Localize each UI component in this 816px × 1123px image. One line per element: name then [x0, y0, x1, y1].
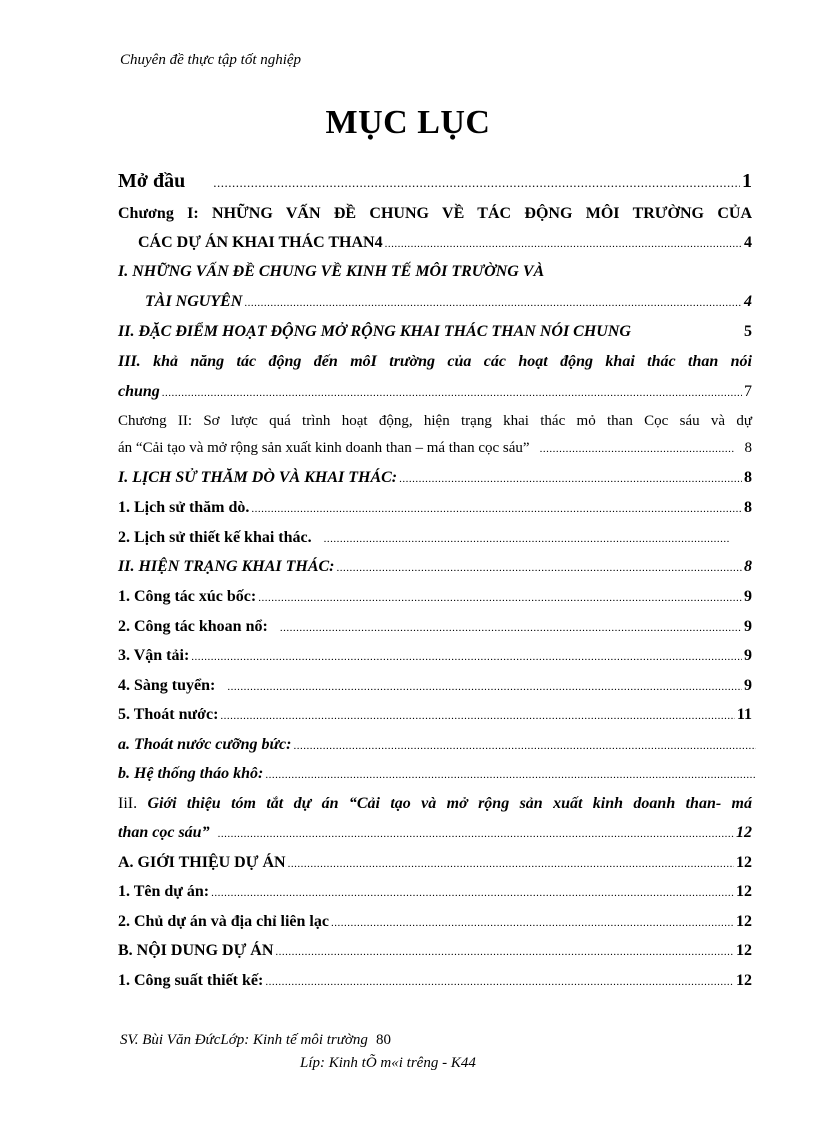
page-title: MỤC LỤC [325, 104, 491, 141]
dot-leader [265, 769, 756, 781]
dot-leader [280, 622, 742, 634]
toc-label: a. Thoát nước cưỡng bức: [118, 736, 292, 753]
toc-entry[interactable] [118, 618, 752, 636]
toc-page: 12 [736, 854, 752, 871]
toc-page: 8 [744, 440, 752, 456]
toc-page: 12 [736, 824, 752, 841]
toc-entry[interactable] [118, 499, 752, 517]
toc-entry[interactable] [118, 469, 752, 487]
toc-entry[interactable] [118, 647, 752, 665]
toc-entry-section-3[interactable]: III. khả năng tác động đến môI trường của các hoạt động khai thác than nói [118, 353, 752, 370]
dot-leader [244, 297, 742, 309]
toc-entry-chuong-2-cont[interactable] [118, 440, 752, 457]
toc-label: 2. Chủ dự án và địa chỉ liên lạc [118, 913, 329, 930]
dot-leader [336, 562, 742, 574]
dot-leader [211, 887, 734, 899]
dot-leader [288, 858, 734, 870]
toc-entry-section-4[interactable] [118, 795, 752, 813]
dot-leader [251, 503, 742, 515]
toc-entry-mo-dau[interactable] [118, 170, 752, 193]
toc-page: 4 [744, 234, 752, 251]
toc-page: 8 [744, 469, 752, 486]
toc-entry-section-1[interactable] [118, 263, 752, 281]
dot-leader [399, 473, 742, 485]
toc-label: than cọc sáu” [118, 824, 210, 841]
toc-label: 1. Tên dự án: [118, 883, 210, 900]
toc-page: 12 [736, 883, 752, 900]
toc-label: I. NHỮNG VẤN ĐỀ CHUNG VỀ KINH TẾ MÔI TRƯỜNG VÀ [118, 263, 545, 280]
footer-author: SV. Bùi Văn ĐứcLớp: Kinh tế môi trường [120, 1032, 368, 1048]
dot-leader [213, 175, 740, 191]
dot-leader [218, 828, 734, 840]
toc-label: 4. Sàng tuyển: [118, 677, 216, 694]
toc-page: 1 [742, 170, 752, 192]
toc-entry-section-2[interactable] [118, 323, 752, 341]
dot-leader [220, 710, 734, 722]
toc-page: 4 [744, 293, 752, 310]
dot-leader [540, 443, 735, 455]
toc-page: 11 [736, 706, 752, 723]
toc-label: 2. Lịch sử thiết kế khai thác. [118, 529, 312, 546]
toc-label: 3. Vận tải: [118, 647, 190, 664]
toc-entry-chuong-1-cont[interactable] [138, 234, 752, 252]
toc-label: A. GIỚI THIỆU DỰ ÁN [118, 854, 286, 871]
toc-entry-section-1-cont[interactable] [145, 293, 752, 311]
page-footer [120, 1032, 391, 1049]
toc-label: b. Hệ thống tháo khô: [118, 765, 264, 782]
dot-leader [324, 533, 730, 545]
toc-entry[interactable] [118, 972, 752, 990]
toc-page: 5 [744, 323, 752, 340]
toc-label: 2. Công tác khoan nổ: [118, 618, 268, 635]
toc-entry[interactable] [118, 529, 732, 547]
toc-label: Giới thiệu tóm tắt dự án “Cải tạo và mở rộng sản xuất kinh doanh than- má [147, 795, 753, 812]
dot-leader [385, 238, 742, 250]
toc-page: 12 [736, 942, 752, 959]
toc-entry[interactable] [118, 706, 752, 724]
toc-label: CÁC DỰ ÁN KHAI THÁC THAN4 [138, 234, 383, 251]
toc-prefix: IiI. [118, 795, 138, 812]
dot-leader [227, 681, 742, 693]
toc-page: 9 [744, 618, 752, 635]
dot-leader [162, 387, 742, 399]
footer-class-garbled: Líp: Kinh tÕ m«i trêng - K44 [300, 1055, 476, 1071]
toc-entry[interactable] [118, 736, 758, 754]
toc-page: 12 [736, 913, 752, 930]
toc-label: 5. Thoát nước: [118, 706, 219, 723]
toc-entry-chuong-2[interactable]: Chương II: Sơ lược quá trình hoạt động, hiện trạng khai thác mỏ than Cọc sáu và dự [118, 413, 752, 429]
toc-label: Mở đầu [118, 170, 186, 192]
toc-entry-section-4-cont[interactable] [118, 824, 752, 842]
toc-page: 8 [744, 558, 752, 575]
toc-entry[interactable] [118, 588, 752, 606]
footer-page-number: 80 [375, 1032, 391, 1048]
toc-entry[interactable] [118, 677, 752, 695]
toc-entry[interactable] [118, 883, 752, 901]
toc-entry[interactable] [118, 765, 758, 783]
dot-leader [191, 651, 742, 663]
dot-leader [265, 976, 734, 988]
dot-leader [258, 592, 742, 604]
toc-page: 8 [744, 499, 752, 516]
toc-label: II. HIỆN TRẠNG KHAI THÁC: [118, 558, 335, 575]
dot-leader [293, 740, 756, 752]
toc-label: 1. Công tác xúc bốc: [118, 588, 257, 605]
toc-entry[interactable] [118, 558, 752, 576]
toc-page: 9 [744, 647, 752, 664]
toc-label: chung [118, 383, 160, 400]
toc-entry-chuong-1[interactable]: Chương I: NHỮNG VẤN ĐỀ CHUNG VỀ TÁC ĐỘNG MÔI TRƯỜNG CỦA [118, 205, 752, 222]
toc-entry[interactable] [118, 942, 752, 960]
toc-entry-section-3-cont[interactable] [118, 383, 752, 401]
toc-label: TÀI NGUYÊN [145, 293, 243, 310]
toc-label: 1. Lịch sử thăm dò. [118, 499, 250, 516]
toc-label: án “Cải tạo và mở rộng sản xuất kinh doanh than – má than cọc sáu” [118, 440, 530, 456]
toc-page: 12 [736, 972, 752, 989]
toc-entry[interactable] [118, 854, 752, 872]
toc-label: B. NỘI DUNG DỰ ÁN [118, 942, 274, 959]
toc-label: II. ĐẶC ĐIỂM HOẠT ĐỘNG MỞ RỘNG KHAI THÁC THAN NÓI CHUNG [118, 323, 631, 340]
page-header: Chuyên đề thực tập tốt nghiệp [120, 52, 302, 68]
toc-page: 7 [744, 383, 752, 400]
toc-page: 9 [744, 677, 752, 694]
toc-label: I. LỊCH SỬ THĂM DÒ VÀ KHAI THÁC: [118, 469, 398, 486]
toc-entry[interactable] [118, 913, 752, 931]
toc-label: 1. Công suất thiết kế: [118, 972, 264, 989]
dot-leader [331, 917, 734, 929]
dot-leader [275, 946, 734, 958]
toc-page: 9 [744, 588, 752, 605]
